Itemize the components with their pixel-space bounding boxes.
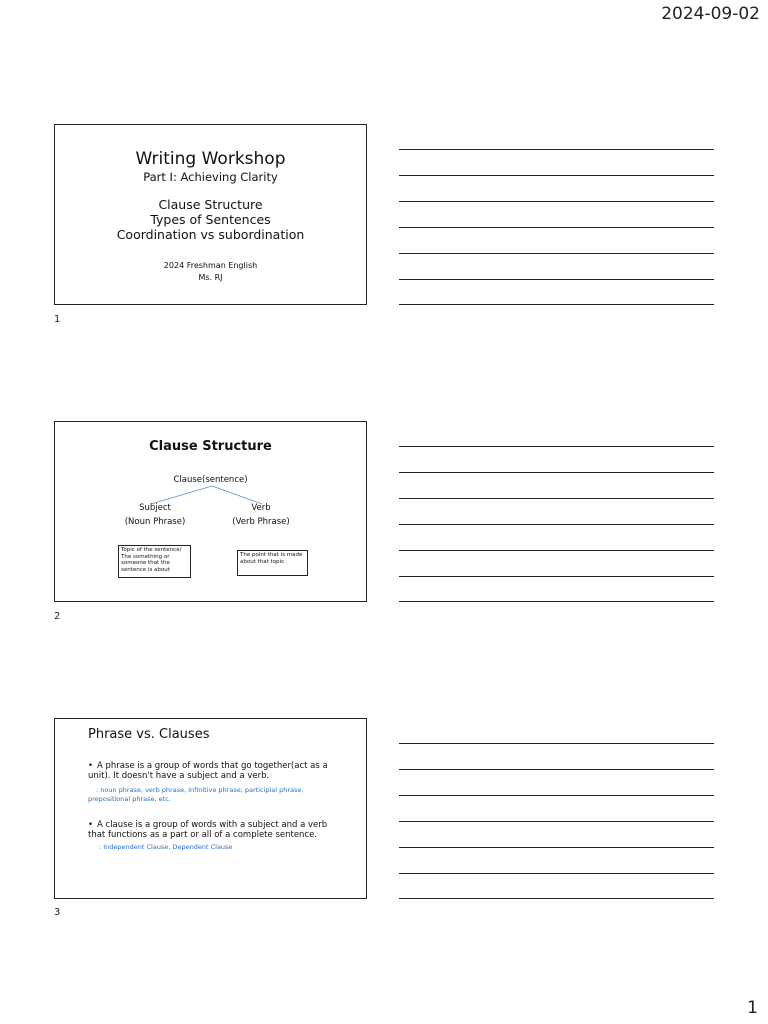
bullet-icon: • [88, 820, 94, 830]
bullet-item [88, 761, 338, 781]
slide-number: 3 [54, 907, 61, 918]
print-date: 2024-09-02 [661, 4, 760, 24]
topic-item: Clause Structure [158, 197, 263, 212]
subject-label: Subject [139, 503, 171, 513]
page-number: 1 [747, 998, 758, 1018]
note-line [399, 446, 714, 447]
verb-note-box: The point that is made about that topic [237, 550, 308, 576]
slide-1 [54, 124, 367, 305]
note-line [399, 201, 714, 202]
note-line [399, 743, 714, 744]
note-line [399, 498, 714, 499]
topic-item: Coordination vs subordination [116, 227, 305, 242]
instructor-name: Ms. RJ [198, 273, 223, 282]
bullet-text: A clause is a group of words with a subject and a verb that functions as a part or all of a complete sentence. [88, 820, 328, 840]
verb-sublabel: (Verb Phrase) [232, 517, 290, 527]
note-line [399, 253, 714, 254]
note-line [399, 601, 714, 602]
subject-sublabel: (Noun Phrase) [124, 517, 186, 527]
note-line [399, 873, 714, 874]
note-line [399, 847, 714, 848]
slide-title: Phrase vs. Clauses [88, 727, 210, 742]
tree-root-label: Clause(sentence) [173, 475, 248, 485]
note-line [399, 279, 714, 280]
bullet-item [88, 820, 338, 840]
note-line [399, 175, 714, 176]
slide-number: 2 [54, 611, 61, 622]
note-line [399, 795, 714, 796]
subject-note-box: Topic of the sentence/ The something or someone that the sentence is about [118, 545, 191, 578]
verb-label: Verb [251, 503, 271, 513]
topic-list [55, 197, 366, 242]
note-line [399, 524, 714, 525]
slide-title: Writing Workshop [135, 149, 286, 169]
bullet-icon: • [88, 761, 94, 771]
note-line [399, 472, 714, 473]
note-line [399, 304, 714, 305]
bullet-text: A phrase is a group of words that go together(act as a unit). It doesn't have a subject and a verb. [88, 761, 328, 781]
verb-node [221, 501, 301, 529]
note-line [399, 227, 714, 228]
bullet-examples: : Independent Clause, Dependent Clause [99, 843, 233, 851]
note-line [399, 550, 714, 551]
note-line [399, 821, 714, 822]
note-line [399, 898, 714, 899]
course-name: 2024 Freshman English [163, 261, 258, 270]
note-line [399, 769, 714, 770]
note-line [399, 149, 714, 150]
note-line [399, 576, 714, 577]
slide-3 [54, 718, 367, 899]
tree-connectors [55, 422, 368, 603]
slide-subtitle: Part I: Achieving Clarity [143, 170, 278, 184]
slide-meta [55, 260, 366, 284]
slide-number: 1 [54, 314, 61, 325]
slide-2 [54, 421, 367, 602]
slide-title: Clause Structure [149, 439, 272, 454]
bullet-examples: : noun phrase, verb phrase, infinitive phrase, participial phrase, prepositional phrase, etc. [88, 786, 304, 803]
subject-node [115, 501, 195, 529]
topic-item: Types of Sentences [150, 212, 271, 227]
